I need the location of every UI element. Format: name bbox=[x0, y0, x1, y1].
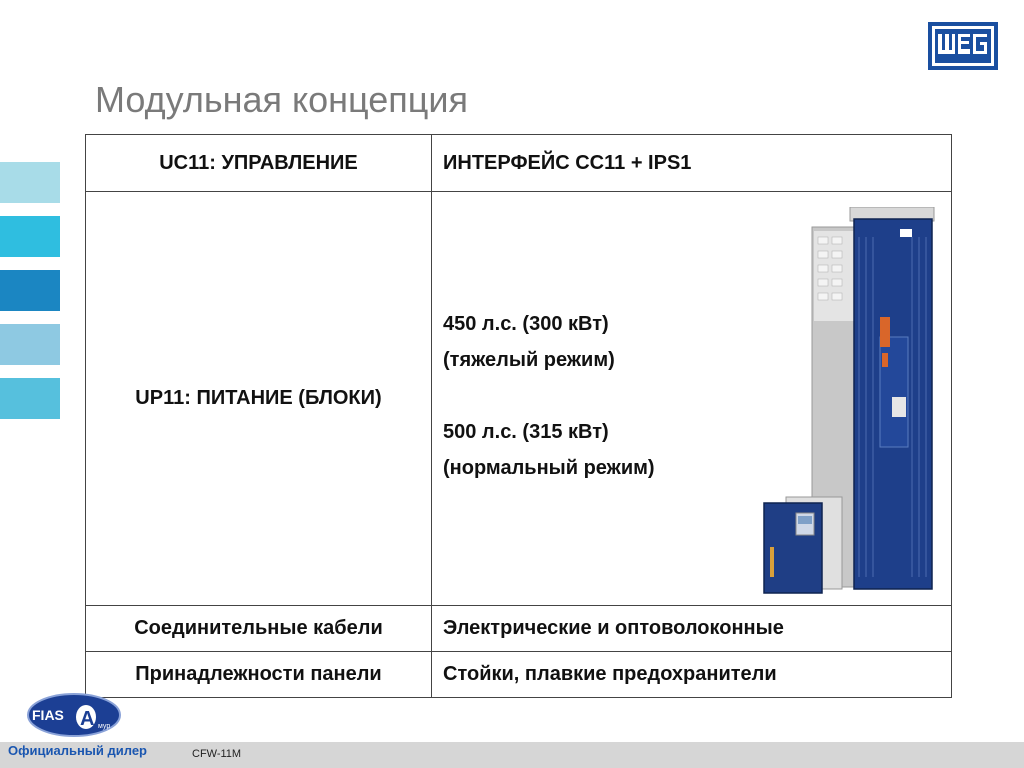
accessories-label-cell: Принадлежности панели bbox=[86, 652, 432, 698]
table-row bbox=[86, 192, 952, 606]
power-value-cell bbox=[432, 192, 952, 606]
power-normal-value: 500 л.с. (315 кВт) bbox=[443, 421, 609, 443]
side-decor-bar bbox=[0, 378, 60, 419]
power-label-cell: UP11: ПИТАНИЕ (БЛОКИ) bbox=[86, 192, 432, 606]
side-decor-bar bbox=[0, 324, 60, 365]
weg-logo bbox=[928, 22, 998, 70]
svg-text:A: A bbox=[80, 708, 95, 730]
cables-label-cell: Соединительные кабели bbox=[86, 606, 432, 652]
control-cell: UC11: УПРАВЛЕНИЕ bbox=[86, 135, 432, 192]
model-label: CFW-11M bbox=[192, 748, 242, 760]
power-heavy-value: 450 л.с. (300 кВт) bbox=[443, 313, 609, 335]
dealer-label: Официальный дилер bbox=[8, 743, 148, 758]
side-decor-bar bbox=[0, 162, 60, 203]
side-decor-bar bbox=[0, 270, 60, 311]
power-ratings bbox=[443, 306, 655, 486]
slide-title: Модульная концепция bbox=[95, 79, 469, 120]
fias-logo bbox=[26, 692, 122, 738]
table-row bbox=[86, 652, 952, 698]
interface-cell: ИНТЕРФЕЙС CC11 + IPS1 bbox=[432, 135, 952, 192]
svg-text:FIAS: FIAS bbox=[32, 707, 64, 723]
side-decor-bar bbox=[0, 216, 60, 257]
drive-cabinet-image bbox=[762, 207, 942, 599]
power-heavy-mode: (тяжелый режим) bbox=[443, 349, 615, 371]
footer-bar bbox=[0, 742, 1024, 768]
table-row bbox=[86, 135, 952, 192]
cables-value-cell: Электрические и оптоволоконные bbox=[432, 606, 952, 652]
table-row bbox=[86, 606, 952, 652]
power-normal-mode: (нормальный режим) bbox=[443, 457, 655, 479]
accessories-value-cell: Стойки, плавкие предохранители bbox=[432, 652, 952, 698]
svg-text:мур: мур bbox=[98, 723, 111, 730]
spec-table bbox=[85, 134, 952, 698]
